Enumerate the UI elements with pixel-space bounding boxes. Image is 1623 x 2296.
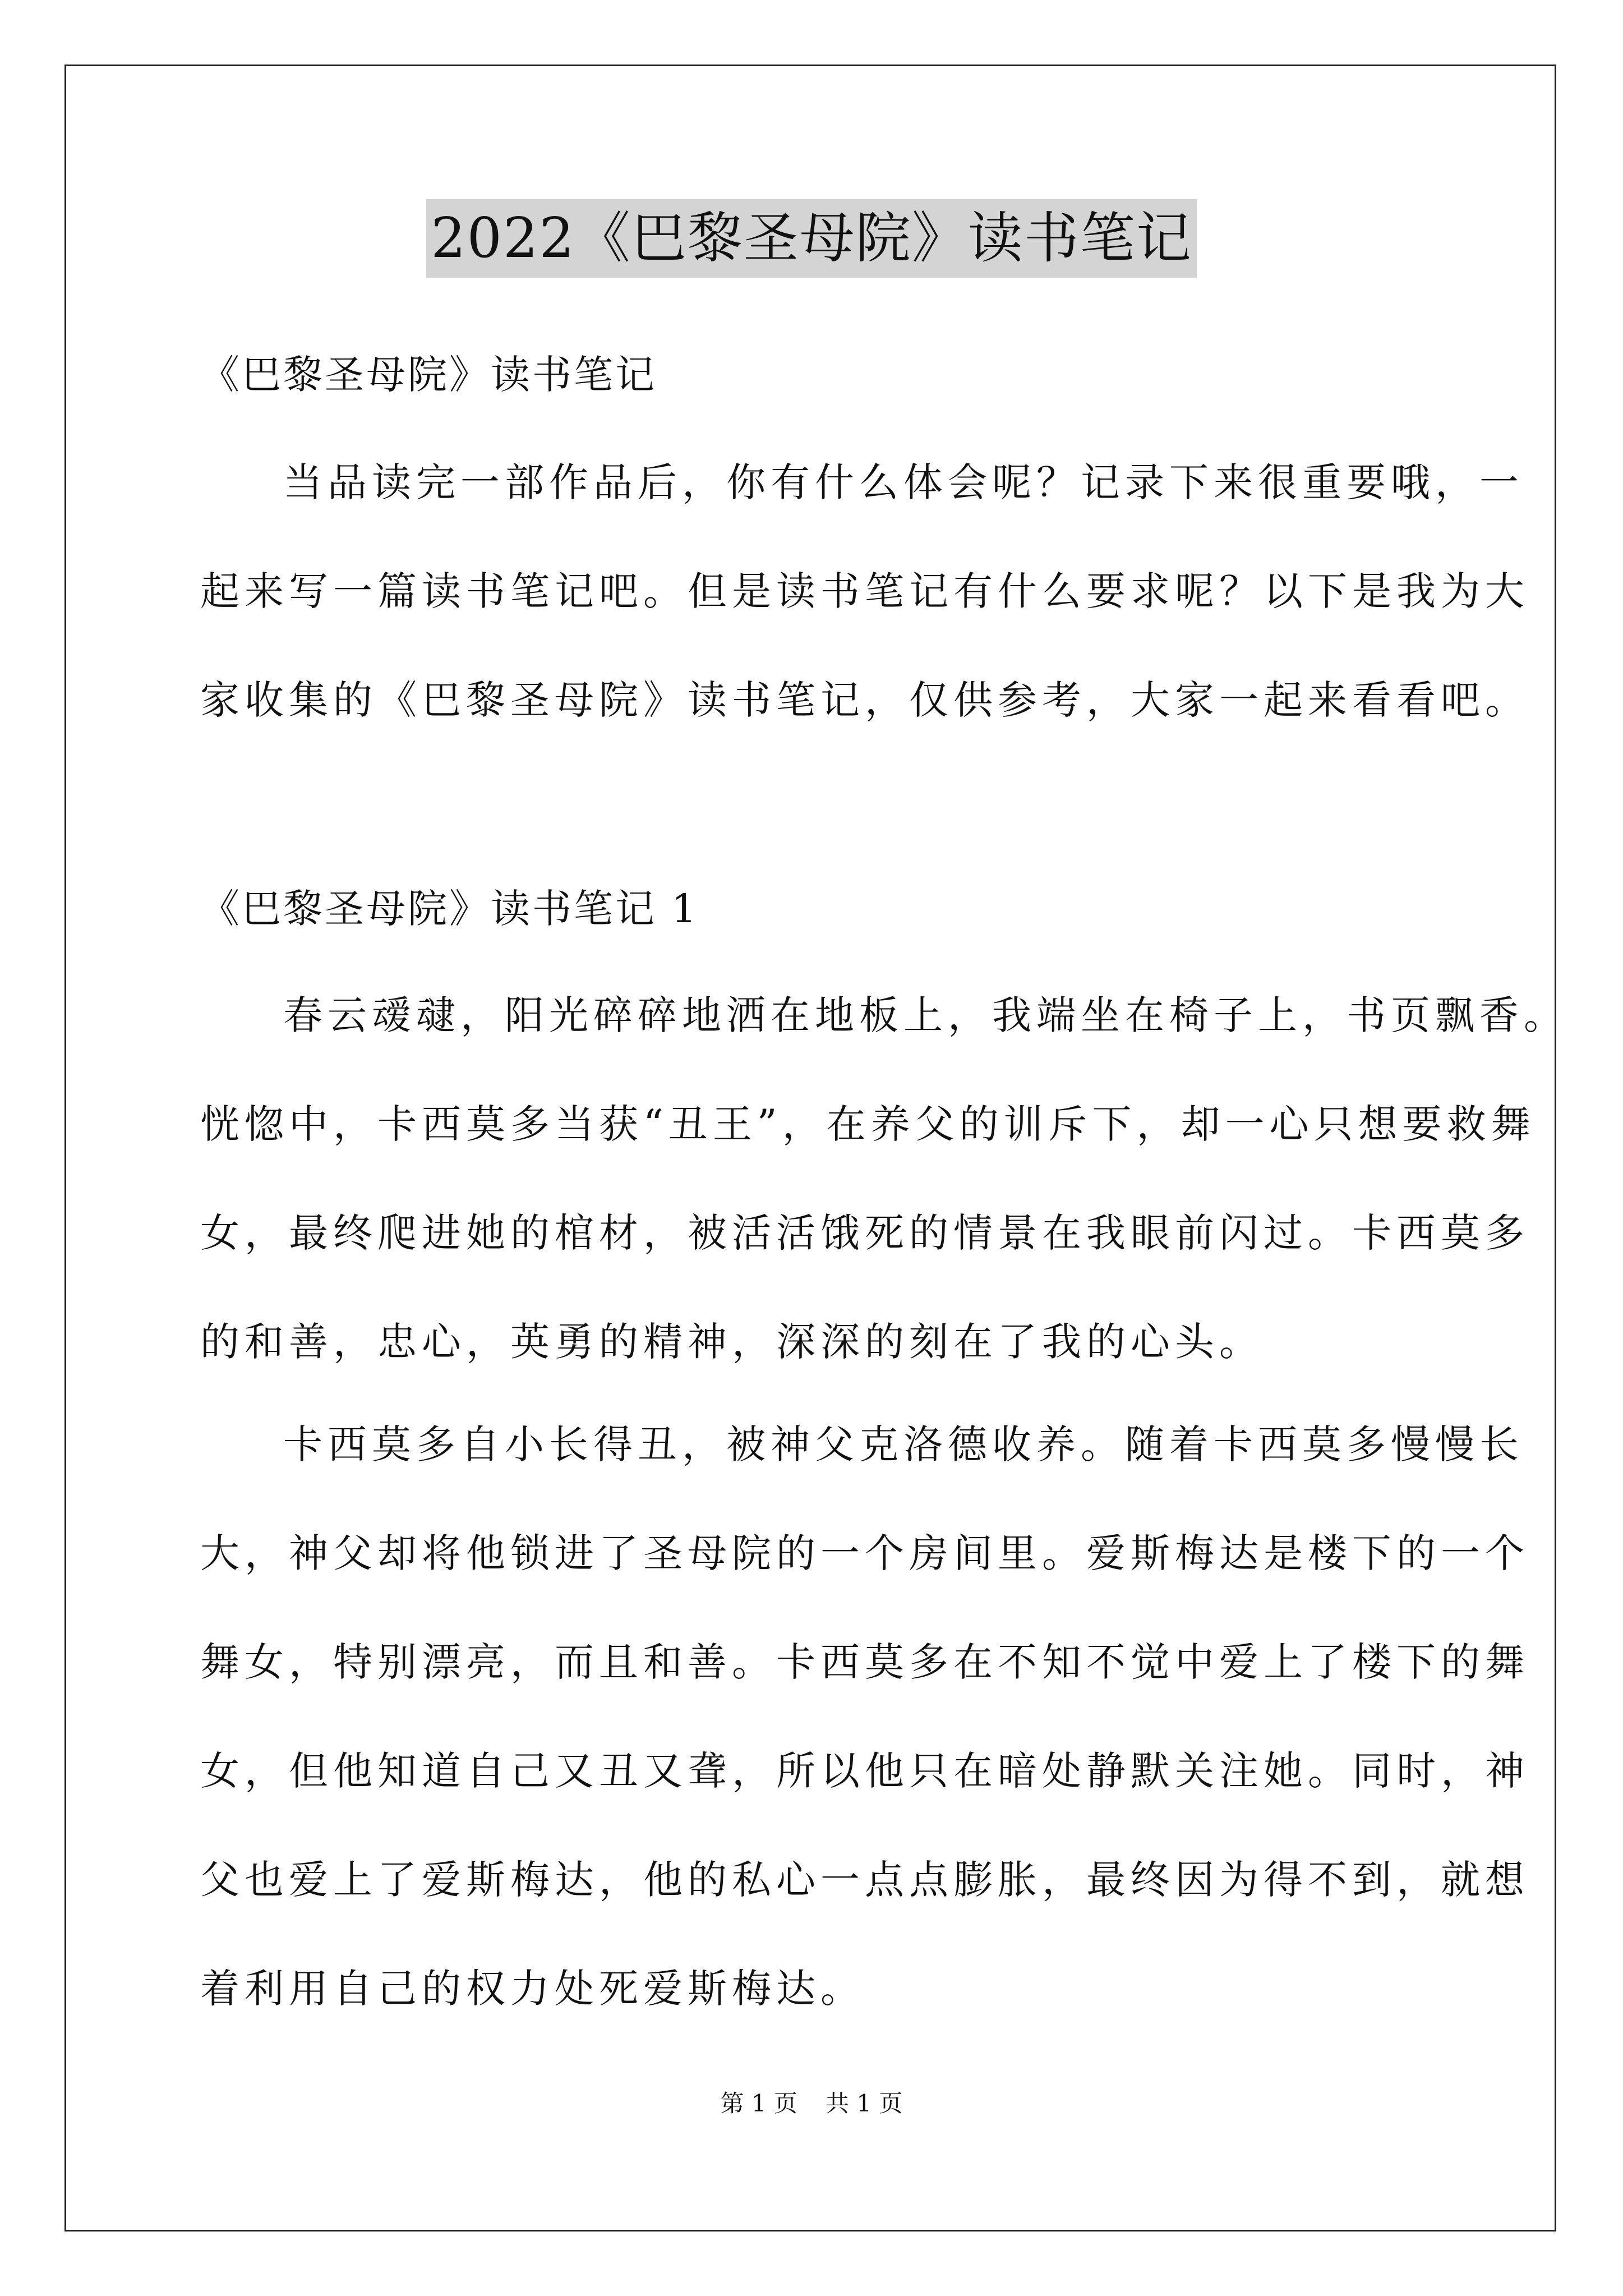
section1-paragraph-2 [200,1416,1529,2017]
paragraph-line: 舞女，特别漂亮，而且和善。卡西莫多在不知不觉中爱上了楼下的舞 [200,1639,1529,1685]
intro-line: 当品读完一部作品后，你有什么体会呢？记录下来很重要哦，一 [283,459,1524,505]
intro-line: 家收集的《巴黎圣母院》读书笔记，仅供参考，大家一起来看看吧。 [200,677,1529,723]
paragraph-line: 女，但他知道自己又丑又聋，所以他只在暗处静默关注她。同时，神 [200,1748,1529,1794]
page-total: 共 1 页 [826,2090,903,2117]
section-heading: 《巴黎圣母院》读书笔记 1 [200,886,699,932]
paragraph-line: 卡西莫多自小长得丑，被神父克洛德收养。随着卡西莫多慢慢长 [283,1421,1524,1467]
paragraph-line: 恍惚中，卡西莫多当获“丑王”，在养父的训斥下，却一心只想要救舞 [200,1101,1536,1147]
intro-paragraph [200,454,1529,728]
title-container [0,199,1623,278]
paragraph-line: 春云叆叇，阳光碎碎地洒在地板上，我端坐在椅子上，书页飘香。 [283,992,1568,1038]
intro-line: 起来写一篇读书笔记吧。但是读书笔记有什么要求呢？以下是我为大 [200,568,1529,614]
section1-paragraph-1 [200,987,1568,1370]
paragraph-line: 父也爱上了爱斯梅达，他的私心一点点膨胀，最终因为得不到，就想 [200,1857,1529,1903]
document-title: 2022《巴黎圣母院》读书笔记 [426,199,1196,278]
paragraph-line: 的和善，忠心，英勇的精神，深深的刻在了我的心头。 [200,1319,1264,1365]
page-number: 第 1 页 [720,2090,797,2117]
page-footer [0,2087,1623,2120]
paragraph-line: 女，最终爬进她的棺材，被活活饿死的情景在我眼前闪过。卡西莫多 [200,1210,1529,1256]
paragraph-line: 大，神父却将他锁进了圣母院的一个房间里。爱斯梅达是楼下的一个 [200,1530,1529,1576]
paragraph-line: 着利用自己的权力处死爱斯梅达。 [200,1966,865,2012]
document-subtitle: 《巴黎圣母院》读书笔记 [200,352,657,398]
